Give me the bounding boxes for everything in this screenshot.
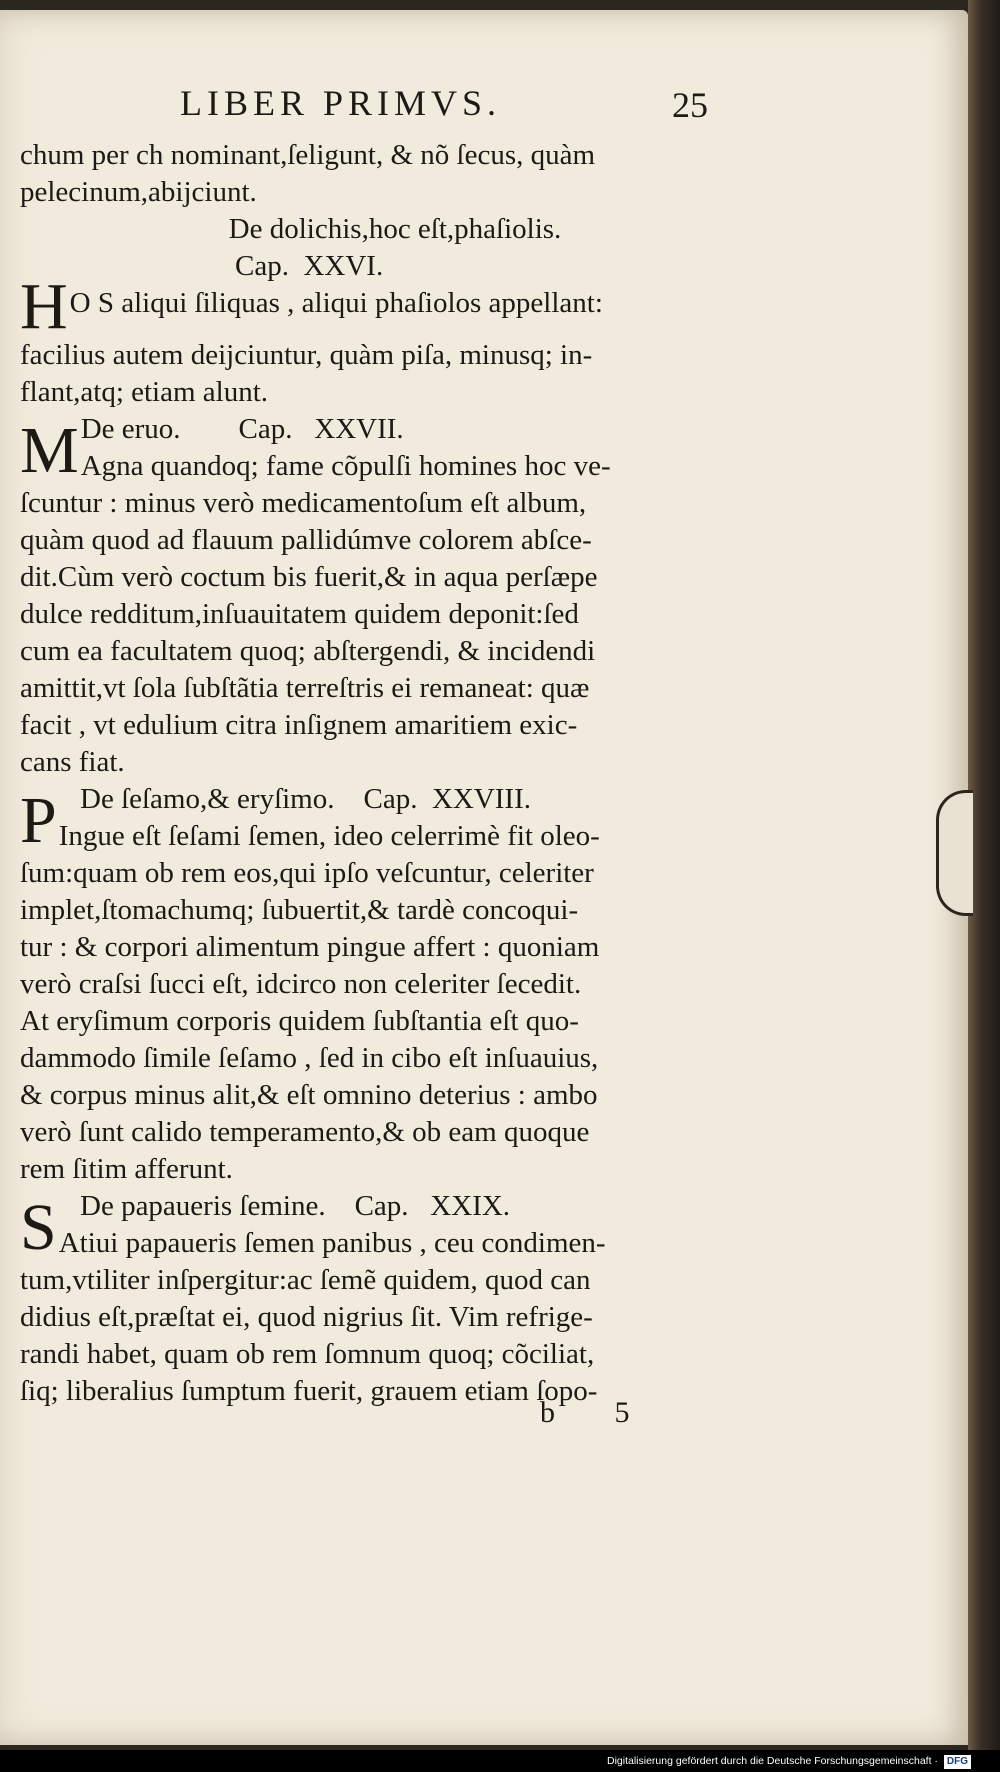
chapter-29-paragraph xyxy=(20,1188,730,1410)
chapter-heading: De dolichis,hoc eſt,phaſiolis. xyxy=(228,213,562,245)
text-line: cans fiat. xyxy=(20,746,125,778)
text-line: Agna quandoq; fame cõpulſi homines hoc ve- xyxy=(80,450,611,482)
chapter-heading: De ſeſamo,& eryſimo. Cap. XXVIII. xyxy=(80,783,532,815)
chapter-heading: De papaueris ſemine. Cap. XXIX. xyxy=(80,1190,511,1222)
text-line: tum,vtiliter inſpergitur:ac ſemẽ quidem, quod can xyxy=(20,1264,591,1296)
text-line: verò craſsi ſucci eſt, idcirco non celeriter ſecedit. xyxy=(20,968,582,1000)
text-line: flant,atq; etiam alunt. xyxy=(20,376,269,408)
drop-capital: S xyxy=(20,1191,57,1264)
text-line: chum per ch nominant,ſeligunt, & nõ ſecus, quàm xyxy=(20,139,596,171)
text-line: & corpus minus alit,& eſt omnino deterius : ambo xyxy=(20,1079,598,1111)
text-line: quàm quod ad flauum pallidúmve colorem abſce- xyxy=(20,524,592,556)
text-line: pelecinum,abijciunt. xyxy=(20,176,257,208)
text-line: ſum:quam ob rem eos,qui ipſo veſcuntur, celeriter xyxy=(20,857,594,889)
page-clip-marker xyxy=(936,790,973,916)
page-number: 25 xyxy=(672,85,708,125)
text-line: ſcuntur : minus verò medicamentoſum eſt album, xyxy=(20,487,587,519)
text-line: Ingue eſt ſeſami ſemen, ideo celerrimè fit oleo- xyxy=(58,820,600,852)
text-line: facit , vt edulium citra inſignem amaritiem exic- xyxy=(20,709,578,741)
drop-capital: M xyxy=(20,414,79,487)
text-line: verò ſunt calido temperamento,& ob eam quoque xyxy=(20,1116,590,1148)
chapter-number: Cap. XXVI. xyxy=(235,250,384,282)
chapter-28-paragraph xyxy=(20,781,730,1188)
page-header xyxy=(0,80,968,130)
text-line: dammodo ſimile ſeſamo , ſed in cibo eſt inſuauius, xyxy=(20,1042,599,1074)
text-line: cum ea facultatem quoq; abſtergendi, & incidendi xyxy=(20,635,596,667)
text-line: ſiq; liberalius ſumptum fuerit, grauem etiam ſopo- xyxy=(20,1375,598,1407)
signature-mark: b 5 xyxy=(540,1396,656,1429)
text-line: facilius autem deijciuntur, quàm piſa, minusq; in- xyxy=(20,339,593,371)
credit-text: Digitalisierung gefördert durch die Deutsche Forschungsgemeinschaft xyxy=(607,1755,932,1767)
text-line: O S aliqui ſiliquas , aliqui phaſiolos appellant: xyxy=(69,287,603,319)
dfg-logo: DFG xyxy=(944,1755,971,1769)
text-line: Atiui papaueris ſemen panibus , ceu condimen- xyxy=(58,1227,606,1259)
main-text xyxy=(20,137,730,1410)
text-line: dulce redditum,inſuauitatem quidem deponit:ſed xyxy=(20,598,579,630)
text-line: At eryſimum corporis quidem ſubſtantia eſt quo- xyxy=(20,1005,579,1037)
text-line: randi habet, quam ob rem ſomnum quoq; cõciliat, xyxy=(20,1338,595,1370)
text-line: dit.Cùm verò coctum bis fuerit,& in aqua perſæpe xyxy=(20,561,598,593)
digitization-credit: Digitalisierung gefördert durch die Deutsche Forschungsgemeinschaft · DFG xyxy=(607,1752,982,1770)
drop-capital: P xyxy=(20,784,57,857)
running-title: LIBER PRIMVS. xyxy=(180,83,502,123)
text-line: rem ſitim afferunt. xyxy=(20,1153,233,1185)
chapter-26-paragraph xyxy=(20,270,730,411)
chapter-heading: De eruo. Cap. XXVII. xyxy=(80,413,404,445)
text-line: implet,ſtomachumq; ſubuertit,& tardè concoqui- xyxy=(20,894,579,926)
text-line: didius eſt,præſtat ei, quod nigrius ſit. Vim refrige- xyxy=(20,1301,593,1333)
drop-capital: H xyxy=(20,270,68,343)
text-line: amittit,vt ſola ſubſtãtia terreſtris ei remaneat: quæ xyxy=(20,672,590,704)
chapter-27-paragraph xyxy=(20,411,730,781)
text-line: tur : & corpori alimentum pingue affert : quoniam xyxy=(20,931,600,963)
